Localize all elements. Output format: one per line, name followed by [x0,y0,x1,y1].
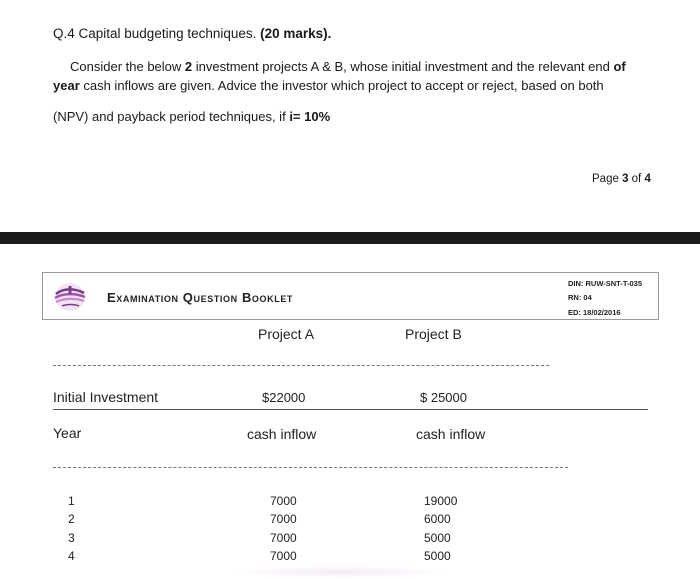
interest-rate: i= 10% [289,109,331,124]
cash-inflow-b-header: cash inflow [416,426,486,442]
booklet-rn: RN: 04 [568,293,592,302]
table-row-year: 3 [68,531,75,545]
initial-investment-b: $ 25000 [420,390,467,405]
question-heading [53,26,331,41]
solid-divider [53,409,648,410]
booklet-din: DIN: RUW-SNT-T-035 [568,279,643,288]
page-divider [0,232,700,244]
question-line-1-c: investment projects A & B, whose initial investment and the relevant end [192,59,614,74]
table-row-b: 19000 [424,494,458,508]
table-row-year: 1 [68,494,75,508]
table-row-b: 6000 [424,512,451,526]
table-row-year: 4 [68,549,75,563]
table-row-a: 7000 [270,531,297,545]
table-row-year: 2 [68,512,75,526]
dashed-divider-top [53,365,549,366]
university-logo-icon [53,281,87,313]
question-line-2-b: cash inflows are given. Advice the investor which project to accept or reject, based on both [79,78,604,93]
table-row-a: 7000 [270,494,297,508]
table-row-b: 5000 [424,531,451,545]
cash-inflow-a-header: cash inflow [247,426,317,442]
page-number [592,173,651,185]
question-line-1-d: of [613,59,626,74]
page-number-middle: of [628,173,645,185]
question-line-2-a: year [53,78,80,93]
project-a-header: Project A [258,326,315,342]
question-line-1-b: 2 [184,59,193,74]
dashed-divider-bottom [53,467,568,468]
page-number-total: 4 [644,173,651,185]
year-label: Year [53,425,82,441]
initial-investment-label: Initial Investment [53,389,159,405]
booklet-title: Examination Question Booklet [107,290,294,305]
table-row-a: 7000 [270,512,297,526]
booklet-ed: ED: 18/02/2016 [568,308,621,317]
page-number-current: 3 [622,173,629,185]
question-line-1-a: Consider the below [70,59,185,74]
question-marks: (20 marks). [260,26,332,41]
initial-investment-a: $22000 [262,390,306,405]
project-b-header: Project B [405,326,462,342]
question-line-3 [53,110,653,123]
question-page [0,0,700,232]
question-line-1 [70,60,670,73]
question-line-3-a: (NPV) and payback period techniques, if [53,109,290,124]
booklet-header [42,272,659,320]
bottom-shadow [230,566,450,578]
question-heading-text: Q.4 Capital budgeting techniques. [53,26,261,41]
table-row-a: 7000 [270,549,297,563]
question-line-2 [53,79,653,92]
table-row-b: 5000 [424,549,451,563]
page-number-prefix: Page [592,173,623,185]
